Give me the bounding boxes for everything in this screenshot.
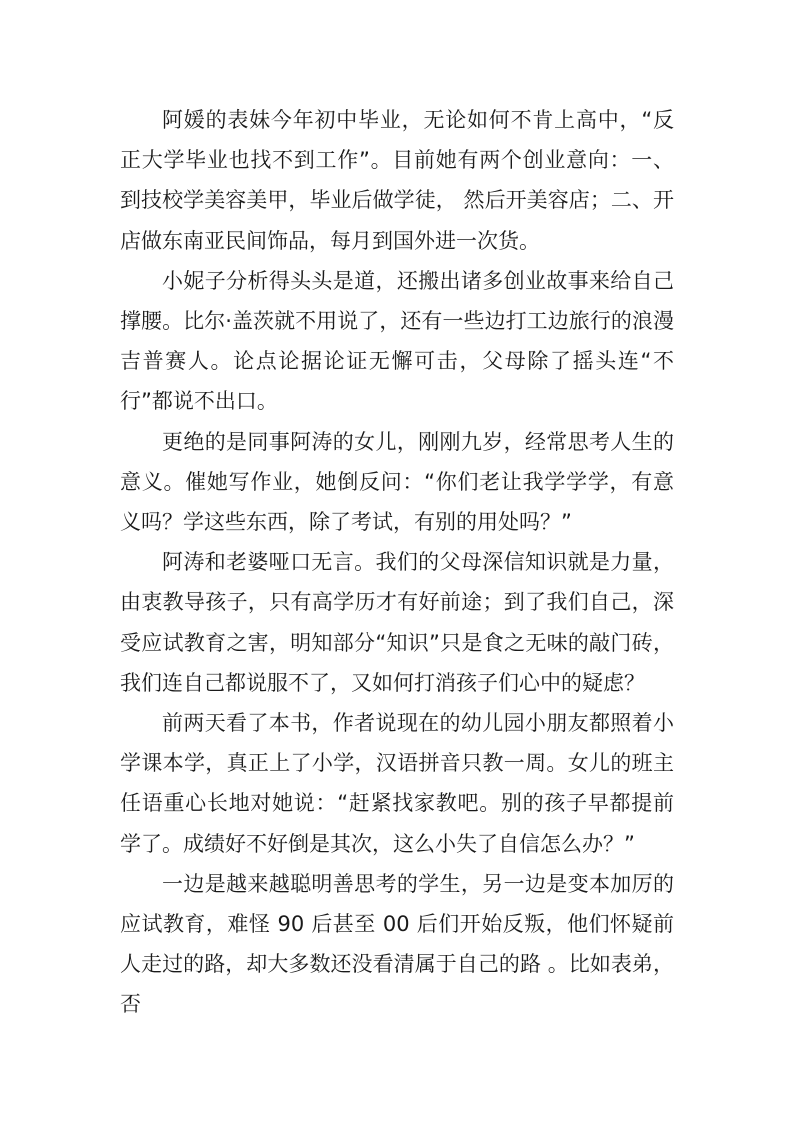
paragraph-5: 前两天看了本书，作者说现在的幼儿园小朋友都照着小学课本学，真正上了小学，汉语拼音只教一周。女儿的班主任语重心长地对她说：“赶紧找家教吧。别的孩子早都提前学了。成绩好不好倒是其次，这么小失了自信怎么办？” xyxy=(120,711,674,856)
paragraph-2: 小妮子分析得头头是道，还搬出诸多创业故事来给自己撑腰。比尔·盖茨就不用说了，还有一些边打工边旅行的浪漫吉普赛人。论点论据论证无懈可击，父母除了摇头连“不行”都说不出口。 xyxy=(120,268,674,414)
paragraph-3: 更绝的是同事阿涛的女儿，刚刚九岁，经常思考人生的意义。催她写作业，她倒反问：“你们老让我学学学，有意义吗？学这些东西，除了考试，有别的用处吗？” xyxy=(120,429,674,535)
article-body xyxy=(120,100,674,1025)
paragraph-1: 阿媛的表妹今年初中毕业，无论如何不肯上高中，“反正大学毕业也找不到工作”。目前她有两个创业意向：一、到技校学美容美甲，毕业后做学徒， 然后开美容店；二、开店做东南亚民间饰品，每月到国外进一次货。 xyxy=(120,108,674,253)
paragraph-4: 阿涛和老婆哑口无言。我们的父母深信知识就是力量，由衷教导孩子，只有高学历才有好前途；到了我们自己，深受应试教育之害，明知部分“知识”只是食之无味的敲门砖，我们连自己都说服不了，又如何打消孩子们心中的疑虑？ xyxy=(120,550,674,695)
paragraph-6: 一边是越来越聪明善思考的学生，另一边是变本加厉的应试教育，难怪 90 后甚至 00 后们开始反叛，他们怀疑前人走过的路，却大多数还没看清属于自己的路 。比如表弟，否 xyxy=(120,871,674,1017)
